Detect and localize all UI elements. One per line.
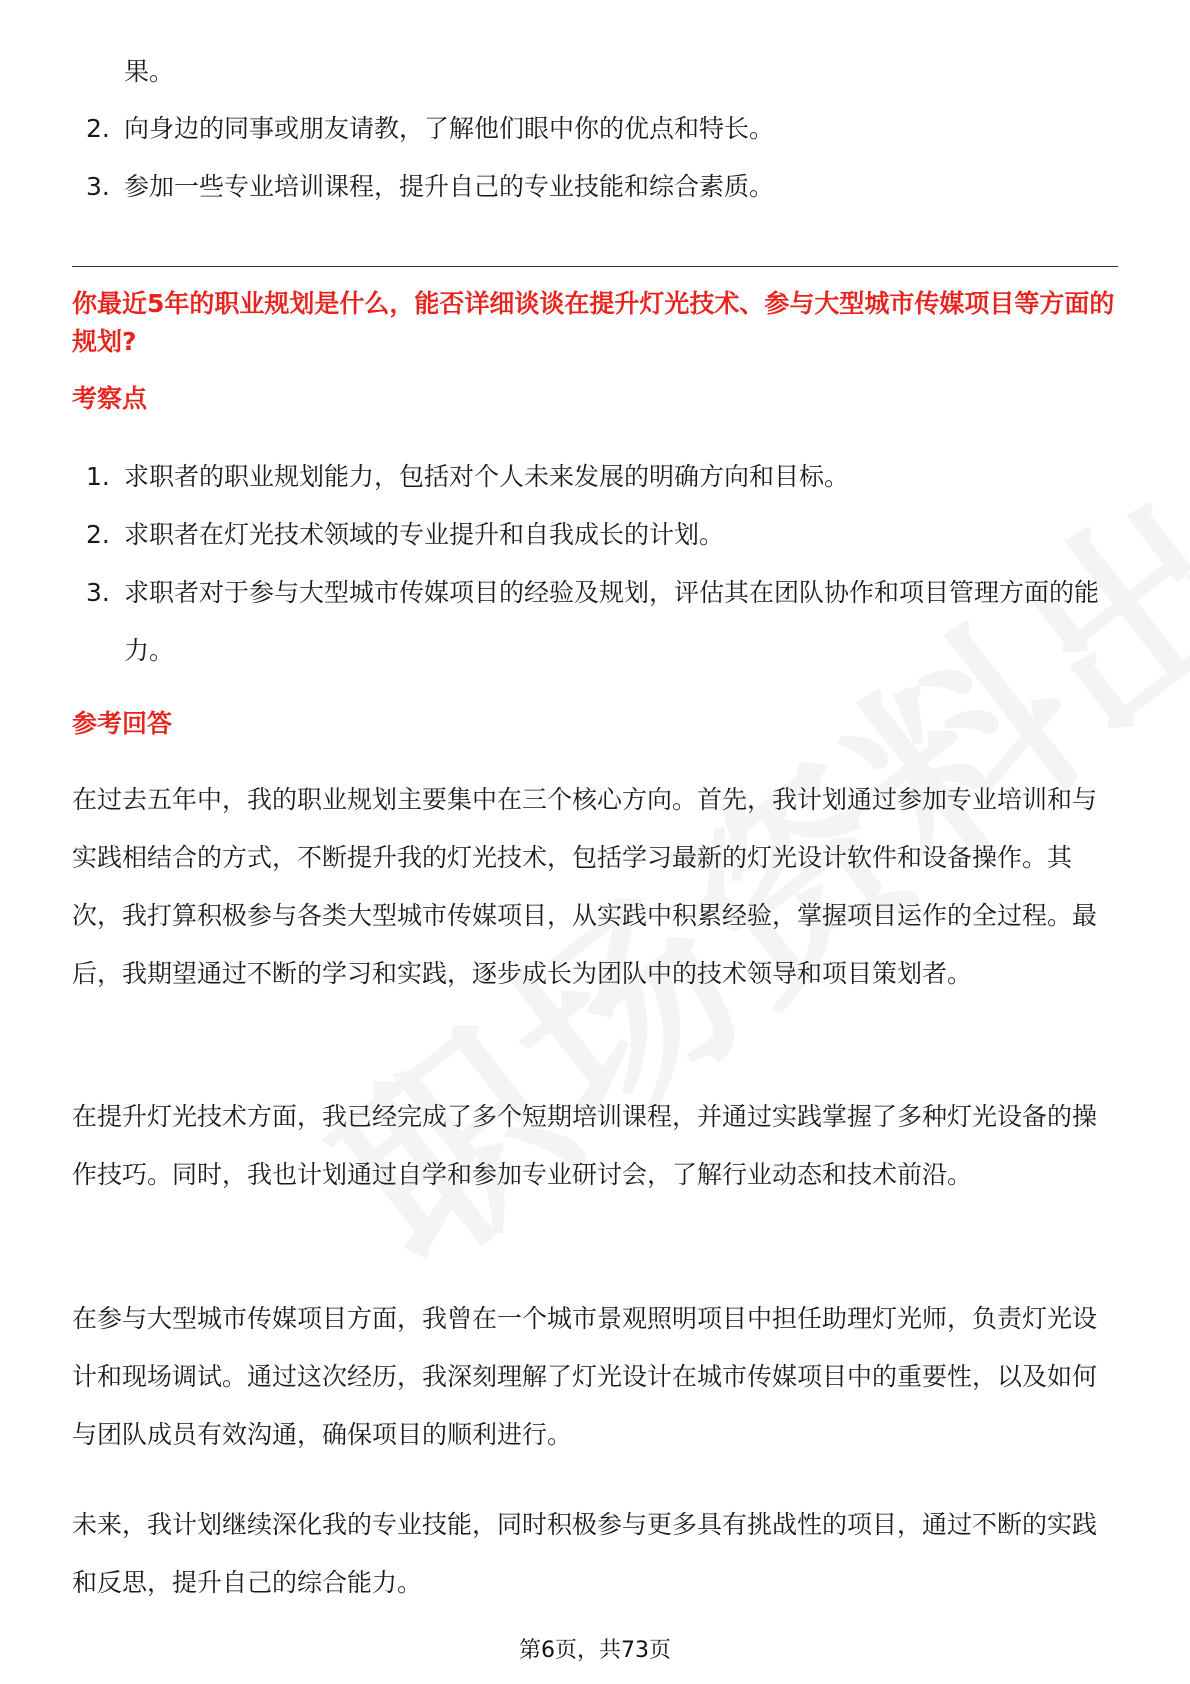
page-number-footer: 第6页，共73页 <box>519 1638 671 1663</box>
list-item <box>72 506 1118 564</box>
list-item <box>72 158 1118 216</box>
answer-paragraph: 未来，我计划继续深化我的专业技能，同时积极参与更多具有挑战性的项目，通过不断的实践和反思，提升自己的综合能力。 <box>72 1510 1098 1597</box>
exam-points-label: 考察点 <box>72 384 148 413</box>
answer-paragraph: 在提升灯光技术方面，我已经完成了多个短期培训课程，并通过实践掌握了多种灯光设备的操作技巧。同时，我也计划通过自学和参加专业研讨会，了解行业动态和技术前沿。 <box>72 1102 1098 1189</box>
list-item-number: 3. <box>86 578 110 607</box>
list-item-number: 2. <box>86 114 110 143</box>
reference-answer-label: 参考回答 <box>72 709 173 738</box>
list-item-number: 3. <box>86 172 110 201</box>
previous-answer-list <box>72 100 1118 216</box>
answer-paragraph: 在参与大型城市传媒项目方面，我曾在一个城市景观照明项目中担任助理灯光师，负责灯光设计和现场调试。通过这次经历，我深刻理解了灯光设计在城市传媒项目中的重要性，以及如何与团队成员有效沟通，确保项目的顺利进行。 <box>72 1304 1098 1449</box>
exam-points-list <box>72 448 1118 680</box>
list-item-text: 求职者的职业规划能力，包括对个人未来发展的明确方向和目标。 <box>124 462 850 491</box>
list-item-number: 2. <box>86 520 110 549</box>
list-item <box>72 100 1118 158</box>
list-item <box>72 448 1118 506</box>
list-item <box>72 564 1118 680</box>
list-item-continuation: 果。 <box>124 57 175 86</box>
question-heading: 你最近5年的职业规划是什么，能否详细谈谈在提升灯光技术、参与大型城市传媒项目等方面的规划? <box>72 289 1115 356</box>
list-item-text: 参加一些专业培训课程，提升自己的专业技能和综合素质。 <box>124 172 775 201</box>
list-item-text: 求职者对于参与大型城市传媒项目的经验及规划，评估其在团队协作和项目管理方面的能力。 <box>124 578 1100 665</box>
list-item-text: 求职者在灯光技术领域的专业提升和自我成长的计划。 <box>124 520 725 549</box>
answer-paragraph: 在过去五年中，我的职业规划主要集中在三个核心方向。首先，我计划通过参加专业培训和与实践相结合的方式，不断提升我的灯光技术，包括学习最新的灯光设计软件和设备操作。其次，我打算积极参与各类大型城市传媒项目，从实践中积累经验，掌握项目运作的全过程。最后，我期望通过不断的学习和实践，逐步成长为团队中的技术领导和项目策划者。 <box>72 785 1098 988</box>
section-divider <box>72 266 1118 267</box>
list-item-text: 向身边的同事或朋友请教，了解他们眼中你的优点和特长。 <box>124 114 775 143</box>
list-item-number: 1. <box>86 462 110 491</box>
